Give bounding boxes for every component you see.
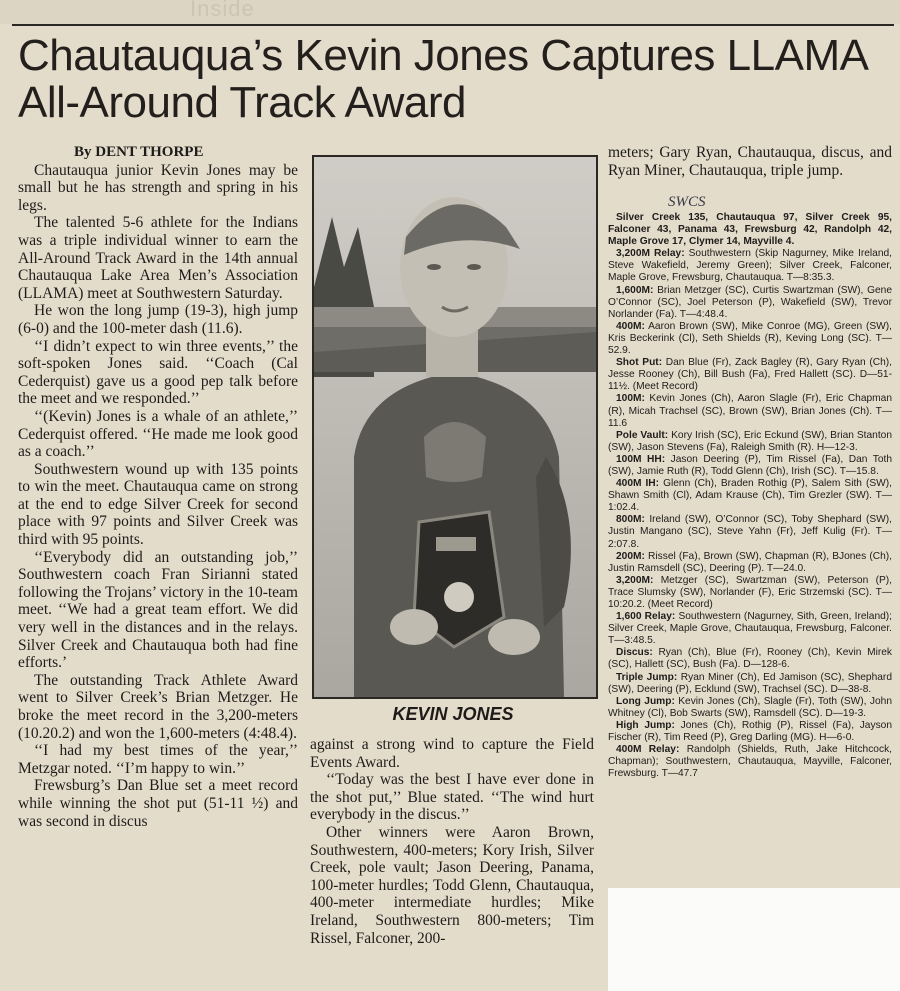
results-text: Brian Metzger (SC), Curtis Swartzman (SW), Gene O’Connor (SC), Joel Peterson (P), Wakefield (SW), Trevor Norlander (Fa). T—4:48.4. xyxy=(608,284,892,320)
results-event: 1,600M: xyxy=(616,284,654,296)
headline: Chautauqua’s Kevin Jones Captures LLAMA All-Around Track Award xyxy=(18,31,867,127)
results-event: 3,200M: xyxy=(616,574,654,586)
paragraph: ‘‘Everybody did an outstanding job,’’ Southwestern coach Fran Sirianni stated following the Trojans’ victory in the 10-team meet. ‘‘We had a great team effort. We did very well in the distances and in the relays. Silver Creek and Chautauqua both had fine efforts.’ xyxy=(18,548,298,672)
results-event: Long Jump: xyxy=(616,695,675,707)
results-entry xyxy=(608,393,892,429)
results-entry xyxy=(608,551,892,575)
meet-results xyxy=(608,212,892,780)
results-entry xyxy=(608,744,892,780)
paragraph: The talented 5-6 athlete for the Indians was a triple individual winner to earn the All-Around Track Award in the 14th annual Chautauqua Lake Area Men’s Association (LLAMA) meet at Southwestern Saturday. xyxy=(18,214,298,302)
results-event: 1,600 Relay: xyxy=(616,611,676,623)
results-event: 400M: xyxy=(616,320,645,332)
article-column-2 xyxy=(310,736,594,947)
results-entry xyxy=(608,248,892,284)
results-text: Ireland (SW), O’Connor (SC), Toby Shephard (SW), Justin Mangano (SC), Steve Yahn (Fr), Jeff Kulig (Fr). T—2:07.8. xyxy=(608,514,892,550)
results-text: Southwestern (Nagurney, Sith, Green, Ireland); Silver Creek, Maple Grove, Chautauqua, Frewsburg, Falconer. T—3:48.5. xyxy=(608,611,893,647)
results-text: Jones (Ch), Rothig (P), Rissel (Fa), Jayson Fischer (R), Tim Reed (P), Greg Darling (MG). H—6-0. xyxy=(608,719,892,744)
results-event: Shot Put: xyxy=(616,357,663,369)
results-event: 400M IH: xyxy=(616,478,660,490)
results-event: Triple Jump: xyxy=(616,671,678,683)
results-entry xyxy=(608,430,892,454)
athlete-photo xyxy=(312,155,598,699)
results-event: 100M HH: xyxy=(616,453,666,465)
results-event: 800M: xyxy=(616,514,645,526)
results-text: Ryan Miner (Ch), Ed Jamison (SC), Shephard (SW), Deering (P), Ecklund (SW), Trachsel (SC). D—38-8. xyxy=(608,671,892,695)
paragraph: The outstanding Track Athlete Award went to Silver Creek’s Brian Metzger. He broke the meet record in the 3,200-meters (10.20.2) and won the 1,600-meters (4:48.4). xyxy=(18,671,298,742)
results-entry xyxy=(608,696,892,720)
results-event: Discus: xyxy=(616,647,653,659)
byline: By DENT THORPE xyxy=(74,144,204,160)
results-entry xyxy=(608,720,892,744)
photo-caption: KEVIN JONES xyxy=(392,704,514,724)
results-entry xyxy=(608,212,892,248)
handwritten-note: SWCS xyxy=(668,194,706,210)
paragraph: Southwestern wound up with 135 points to win the meet. Chautauqua came on strong at the end to edge Silver Creek for second place with 97 points and Silver Creek was third with 95 points. xyxy=(18,460,298,549)
paragraph: ‘‘(Kevin) Jones is a whale of an athlete,’’ Cederquist offered. ‘‘He made me look good as a coach.’’ xyxy=(18,407,298,461)
paragraph: ‘‘Today was the best I have ever done in the shot put,’’ Blue stated. ‘‘The wind hurt everybody in the discus.’’ xyxy=(310,771,594,824)
results-text: Southwestern (Skip Nagurney, Mike Ireland, Steve Wakefield, Jeremy Green); Silver Creek, Falconer, Maple Grove, Frewsburg, Chautauqua. T—8:35.3. xyxy=(608,248,892,284)
results-event: 200M: xyxy=(616,550,645,562)
article-column-3 xyxy=(608,144,892,179)
paragraph: against a strong wind to capture the Field Events Award. xyxy=(310,736,594,771)
results-entry xyxy=(608,575,892,611)
results-entry xyxy=(608,514,892,550)
results-text: Aaron Brown (SW), Mike Conroe (MG), Green (SW), Kris Beckerink (Cl), Seth Shields (R), Keving Long (SC). T—52.9. xyxy=(608,320,892,357)
results-event: High Jump: xyxy=(616,719,675,731)
masthead-strip xyxy=(0,0,900,24)
results-entry xyxy=(608,611,892,647)
paragraph: Chautauqua junior Kevin Jones may be small but he has strength and spring in his legs. xyxy=(18,161,298,214)
article-column-1 xyxy=(18,144,298,830)
results-entry xyxy=(608,285,892,321)
results-entry xyxy=(608,321,892,357)
results-entry xyxy=(608,672,892,696)
results-text: Silver Creek 135, Chautauqua 97, Silver Creek 95, Falconer 43, Panama 43, Frewsburg 42, Randolph 42, Maple Grove 17, Clymer 14, Mayville 4. xyxy=(608,212,892,248)
results-text: Jason Deering (P), Tim Rissel (Fa), Dan Toth (SW), Jamie Ruth (R), Todd Glenn (Ch), Irish (SC). T—15.8. xyxy=(608,453,892,477)
results-event: Pole Vault: xyxy=(616,429,669,441)
torn-corner xyxy=(608,888,900,991)
paragraph: He won the long jump (19-3), high jump (6-0) and the 100-meter dash (11.6). xyxy=(18,302,298,337)
results-text: Randolph (Shields, Ruth, Jake Hitchcock, Chapman); Southwestern, Chautauqua, Mayville, Falconer, Frewsburg. T—47.7 xyxy=(608,744,892,780)
results-entry xyxy=(608,454,892,478)
results-event: 100M: xyxy=(616,393,645,405)
results-entry xyxy=(608,357,892,393)
athlete-photo-illustration xyxy=(314,157,596,697)
results-text: Rissel (Fa), Brown (SW), Chapman (R), BJones (Ch), Justin Ramsdell (SC), Deering (P). T—24.0. xyxy=(608,550,892,574)
results-entry xyxy=(608,478,892,514)
results-text: Kevin Jones (Ch), Slagle (Fr), Toth (SW), John Whitney (Cl), Bob Swarts (SW), Ramsdell (SC). D—19-3. xyxy=(608,695,892,719)
masthead-ghost-text: Inside xyxy=(190,0,255,21)
paragraph: ‘‘I had my best times of the year,’’ Metzgar noted. ‘‘I’m happy to win.’’ xyxy=(18,742,298,777)
results-text: Ryan (Ch), Blue (Fr), Rooney (Ch), Kevin Mirek (SC), Hallett (SC), Bush (Fa). D—128-6. xyxy=(608,647,892,671)
headline-rule xyxy=(12,24,894,26)
results-event: 400M Relay: xyxy=(616,744,680,756)
results-text: Dan Blue (Fr), Zack Bagley (R), Gary Ryan (Ch), Jesse Rooney (Ch), Bill Bush (Fa), Fred Hallett (SC). D—51-11½. (Meet Record) xyxy=(608,357,892,393)
results-text: Kevin Jones (Ch), Aaron Slagle (Fr), Eric Chapman (R), Micah Trachsel (SC), Brown (SW), Brian Jones (Ch). T—11.6 xyxy=(608,393,892,429)
results-entry xyxy=(608,647,892,671)
results-event: 3,200M Relay: xyxy=(616,248,685,260)
paragraph: Frewsburg’s Dan Blue set a meet record while winning the shot put (51-11 ½) and was second in discus xyxy=(18,777,298,830)
results-text: Glenn (Ch), Braden Rothig (P), Salem Sith (SW), Shawn Smith (Cl), Adam Krause (Ch), Tim Grezler (SW). T—1:02.4. xyxy=(608,478,892,514)
paragraph: ‘‘I didn’t expect to win three events,’’ the soft-spoken Jones said. ‘‘Coach (Cal Cederquist) gave us a good pep talk before the meet and we responded.’’ xyxy=(18,337,298,408)
results-text: Metzger (SC), Swartzman (SW), Peterson (P), Trace Slumsky (SW), Norlander (F), Eric Strzemski (SC). T—10:20.2. (Meet Record) xyxy=(608,574,892,610)
results-text: Kory Irish (SC), Eric Eckund (SW), Brian Stanton (SW), Jason Stevens (Fa), Raleigh Smith (R). H—12-3. xyxy=(608,429,892,453)
paragraph: meters; Gary Ryan, Chautauqua, discus, and Ryan Miner, Chautauqua, triple jump. xyxy=(608,144,892,179)
paragraph: Other winners were Aaron Brown, Southwestern, 400-meters; Kory Irish, Silver Creek, pole vault; Jason Deering, Panama, 100-meter hurdles; Todd Glenn, Chautauqua, 400-meter intermediate hurdles; Mike Ireland, Southwestern 800-meters; Tim Rissel, Falconer, 200- xyxy=(310,823,594,947)
